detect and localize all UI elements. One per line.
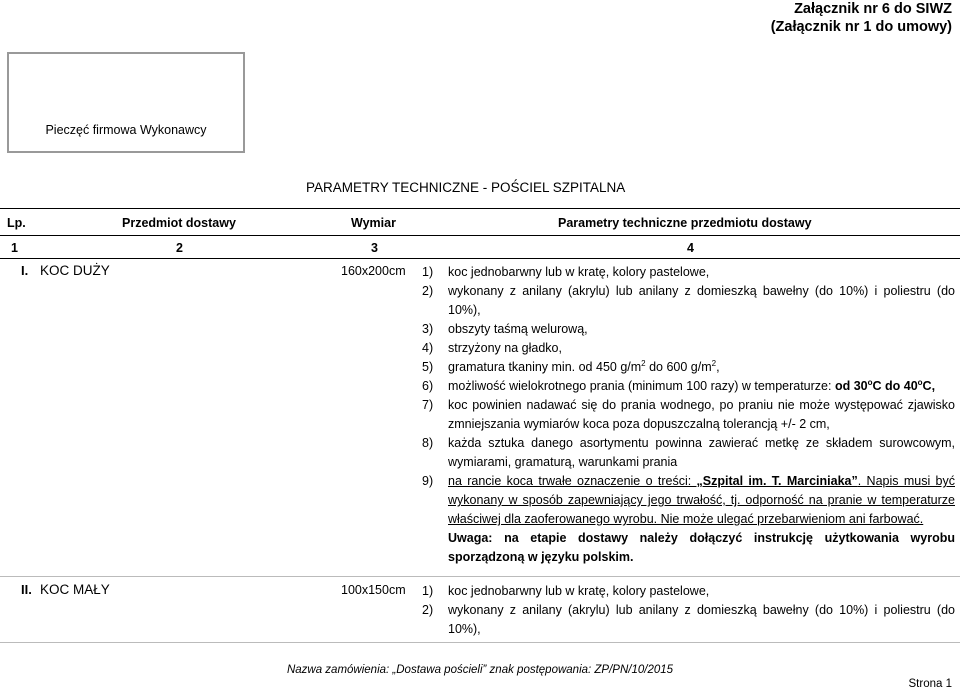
row-2-item: KOC MAŁY — [40, 582, 110, 597]
row-2-lp: II. — [21, 582, 32, 597]
attachment-line2: (Załącznik nr 1 do umowy) — [770, 19, 952, 35]
param-8: 8) każda sztuka danego asortymentu powinna zawierać metkę ze składem surowcowym, wymiarami, gramaturą, warunkami prania — [422, 436, 955, 469]
column-number-rule — [0, 258, 960, 259]
attachment-line1: Załącznik nr 6 do SIWZ — [794, 1, 952, 17]
row-separator — [0, 576, 960, 577]
param-3: 3) obszyty taśmą welurową, — [422, 322, 588, 336]
header-lp: Lp. — [7, 216, 26, 230]
param-7: 7) koc powinien nadawać się do prania wodnego, po praniu nie może występować zjawisko zmniejszania wymiarów koca poza dopuszczalną tolerancją +/- 2 cm, — [422, 398, 955, 431]
table-top-rule — [0, 208, 960, 209]
row-1-dimension: 160x200cm — [341, 264, 406, 278]
header-dimension: Wymiar — [351, 216, 396, 230]
param-9: 9) na rancie koca trwałe oznaczenie o treści: „Szpital im. T. Marciniaka”. Napis musi być wykonany w sposób zapewniający jego trwałość, tj. odporność na pranie w temperaturze właściwej dla zaoferowanego wyrobu. Nie może ulegać przebarwieniom ani farbować. — [422, 474, 955, 526]
column-number-2: 2 — [176, 241, 183, 255]
header-rule — [0, 235, 960, 236]
page-bottom-rule — [0, 642, 960, 643]
company-stamp-box — [7, 52, 245, 153]
param-2: 2) wykonany z anilany (akrylu) lub anilany z domieszką bawełny (do 10%) i poliestru (do 10%), — [422, 603, 955, 636]
header-parameters: Parametry techniczne przedmiotu dostawy — [558, 216, 812, 230]
document-title: PARAMETRY TECHNICZNE - POŚCIEL SZPITALNA — [306, 180, 626, 195]
row-1-lp: I. — [21, 263, 29, 278]
attachment-heading — [771, 0, 952, 36]
param-5: 5) gramatura tkaniny min. od 450 $g/m^2$ do 600 $g/m^2$, — [422, 358, 720, 374]
usage-note: Uwaga: na etapie dostawy należy dołączyć instrukcję użytkowania wyrobu sporządzoną w języku polskim. — [448, 531, 955, 564]
param-6: 6) możliwość wielokrotnego prania (minimum 100 razy) w temperaturze: od 30$^o$C do 40$^o$C, — [422, 377, 936, 393]
param-1: 1) koc jednobarwny lub w kratę, kolory pastelowe, — [422, 265, 710, 279]
row-1-parameters — [422, 263, 955, 567]
footer: Nazwa zamówienia: „Dostawa pościeli” znak postępowania: ZP/PN/10/2015 — [286, 664, 674, 676]
row-2-dimension: 100x150cm — [341, 583, 406, 597]
param-2: 2) wykonany z anilany (akrylu) lub anilany z domieszką bawełny (do 10%) i poliestru (do 10%), — [422, 284, 955, 317]
row-2-parameters — [422, 582, 955, 639]
param-1: 1) koc jednobarwny lub w kratę, kolory pastelowe, — [422, 584, 710, 598]
header-item: Przedmiot dostawy — [122, 216, 236, 230]
column-number-1: 1 — [11, 241, 18, 255]
row-1-item: KOC DUŻY — [40, 263, 110, 278]
column-number-4: 4 — [687, 241, 694, 255]
stamp-label: Pieczęć firmowa Wykonawcy — [45, 123, 207, 137]
page-number: Strona 1 — [908, 678, 952, 690]
param-4: 4) strzyżony na gładko, — [422, 341, 562, 355]
column-number-3: 3 — [371, 241, 378, 255]
